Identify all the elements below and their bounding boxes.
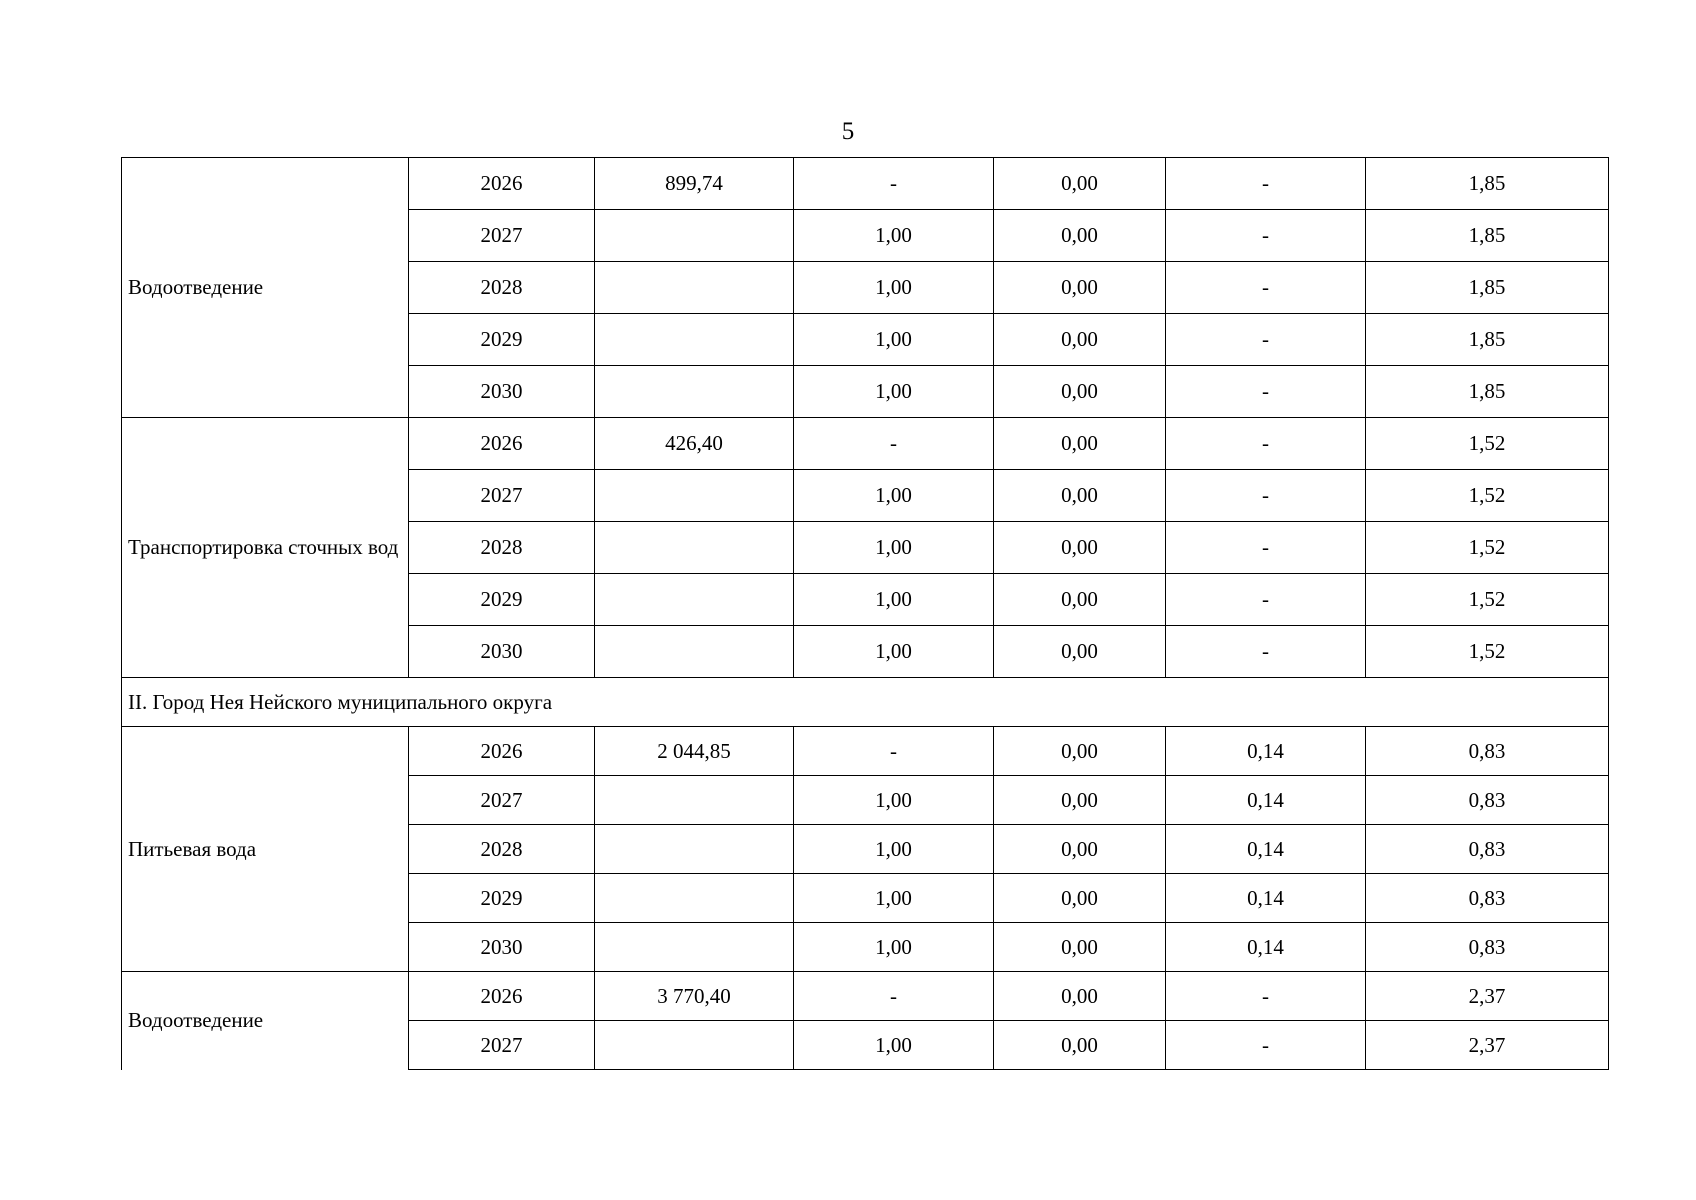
base-value-cell [595, 776, 794, 825]
tariff-table [121, 157, 1609, 1070]
service-name-cell: Питьевая вода [122, 727, 409, 972]
value-cell: - [1166, 314, 1366, 366]
value-cell: 0,83 [1366, 727, 1609, 776]
value-cell: 1,52 [1366, 626, 1609, 678]
value-cell: 0,14 [1166, 727, 1366, 776]
value-cell: 0,00 [994, 1021, 1166, 1070]
value-cell: - [1166, 470, 1366, 522]
index-cell: 1,00 [794, 923, 994, 972]
value-cell: 0,83 [1366, 825, 1609, 874]
base-value-cell: 3 770,40 [595, 972, 794, 1021]
section-title: II. Город Нея Нейского муниципального округа [122, 678, 1609, 727]
year-cell: 2029 [409, 574, 595, 626]
year-cell: 2029 [409, 314, 595, 366]
year-cell: 2026 [409, 418, 595, 470]
base-value-cell [595, 626, 794, 678]
year-cell: 2030 [409, 923, 595, 972]
year-cell: 2027 [409, 210, 595, 262]
index-cell: 1,00 [794, 262, 994, 314]
index-cell: 1,00 [794, 626, 994, 678]
table-row [122, 418, 1609, 470]
index-cell: 1,00 [794, 874, 994, 923]
value-cell: - [1166, 262, 1366, 314]
base-value-cell [595, 314, 794, 366]
year-cell: 2028 [409, 522, 595, 574]
value-cell: 0,83 [1366, 874, 1609, 923]
table-row [122, 972, 1609, 1021]
section-row [122, 678, 1609, 727]
index-cell: - [794, 158, 994, 210]
index-cell: 1,00 [794, 210, 994, 262]
value-cell: 2,37 [1366, 972, 1609, 1021]
value-cell: 0,00 [994, 874, 1166, 923]
year-cell: 2027 [409, 1021, 595, 1070]
value-cell: 0,00 [994, 522, 1166, 574]
index-cell: 1,00 [794, 776, 994, 825]
value-cell: - [1166, 522, 1366, 574]
value-cell: - [1166, 626, 1366, 678]
value-cell: - [1166, 210, 1366, 262]
value-cell: 1,85 [1366, 210, 1609, 262]
base-value-cell [595, 874, 794, 923]
year-cell: 2026 [409, 727, 595, 776]
value-cell: 0,83 [1366, 923, 1609, 972]
value-cell: 0,00 [994, 314, 1166, 366]
value-cell: 1,52 [1366, 574, 1609, 626]
value-cell: 0,00 [994, 366, 1166, 418]
value-cell: 0,00 [994, 626, 1166, 678]
value-cell: 1,52 [1366, 522, 1609, 574]
value-cell: 0,00 [994, 210, 1166, 262]
index-cell: - [794, 727, 994, 776]
base-value-cell [595, 470, 794, 522]
value-cell: - [1166, 972, 1366, 1021]
value-cell: 1,52 [1366, 470, 1609, 522]
year-cell: 2030 [409, 626, 595, 678]
value-cell: 0,14 [1166, 874, 1366, 923]
value-cell: 2,37 [1366, 1021, 1609, 1070]
value-cell: 0,00 [994, 418, 1166, 470]
base-value-cell [595, 366, 794, 418]
value-cell: 0,14 [1166, 923, 1366, 972]
index-cell: 1,00 [794, 314, 994, 366]
value-cell: 0,14 [1166, 776, 1366, 825]
index-cell: 1,00 [794, 522, 994, 574]
value-cell: 0,00 [994, 158, 1166, 210]
year-cell: 2026 [409, 972, 595, 1021]
index-cell: 1,00 [794, 366, 994, 418]
value-cell: 0,00 [994, 825, 1166, 874]
index-cell: 1,00 [794, 1021, 994, 1070]
index-cell: 1,00 [794, 825, 994, 874]
index-cell: 1,00 [794, 574, 994, 626]
value-cell: 0,14 [1166, 825, 1366, 874]
value-cell: - [1166, 1021, 1366, 1070]
value-cell: 1,85 [1366, 314, 1609, 366]
value-cell: 1,52 [1366, 418, 1609, 470]
base-value-cell [595, 210, 794, 262]
index-cell: 1,00 [794, 470, 994, 522]
year-cell: 2027 [409, 470, 595, 522]
base-value-cell [595, 574, 794, 626]
index-cell: - [794, 972, 994, 1021]
service-name-cell: Водоотведение [122, 972, 409, 1070]
value-cell: 1,85 [1366, 158, 1609, 210]
value-cell: 0,83 [1366, 776, 1609, 825]
base-value-cell: 426,40 [595, 418, 794, 470]
value-cell: - [1166, 574, 1366, 626]
value-cell: 0,00 [994, 776, 1166, 825]
year-cell: 2028 [409, 825, 595, 874]
value-cell: 0,00 [994, 470, 1166, 522]
year-cell: 2027 [409, 776, 595, 825]
index-cell: - [794, 418, 994, 470]
value-cell: 1,85 [1366, 262, 1609, 314]
base-value-cell [595, 262, 794, 314]
value-cell: 0,00 [994, 727, 1166, 776]
value-cell: 0,00 [994, 574, 1166, 626]
value-cell: - [1166, 366, 1366, 418]
service-name-cell: Транспортировка сточных вод [122, 418, 409, 678]
base-value-cell: 899,74 [595, 158, 794, 210]
base-value-cell [595, 522, 794, 574]
year-cell: 2029 [409, 874, 595, 923]
table-row [122, 727, 1609, 776]
value-cell: 0,00 [994, 923, 1166, 972]
service-name-cell: Водоотведение [122, 158, 409, 418]
value-cell: 0,00 [994, 972, 1166, 1021]
year-cell: 2026 [409, 158, 595, 210]
year-cell: 2030 [409, 366, 595, 418]
base-value-cell [595, 1021, 794, 1070]
base-value-cell [595, 825, 794, 874]
year-cell: 2028 [409, 262, 595, 314]
table-row [122, 158, 1609, 210]
value-cell: - [1166, 418, 1366, 470]
value-cell: 0,00 [994, 262, 1166, 314]
page-number: 5 [841, 118, 855, 145]
base-value-cell: 2 044,85 [595, 727, 794, 776]
base-value-cell [595, 923, 794, 972]
value-cell: - [1166, 158, 1366, 210]
value-cell: 1,85 [1366, 366, 1609, 418]
